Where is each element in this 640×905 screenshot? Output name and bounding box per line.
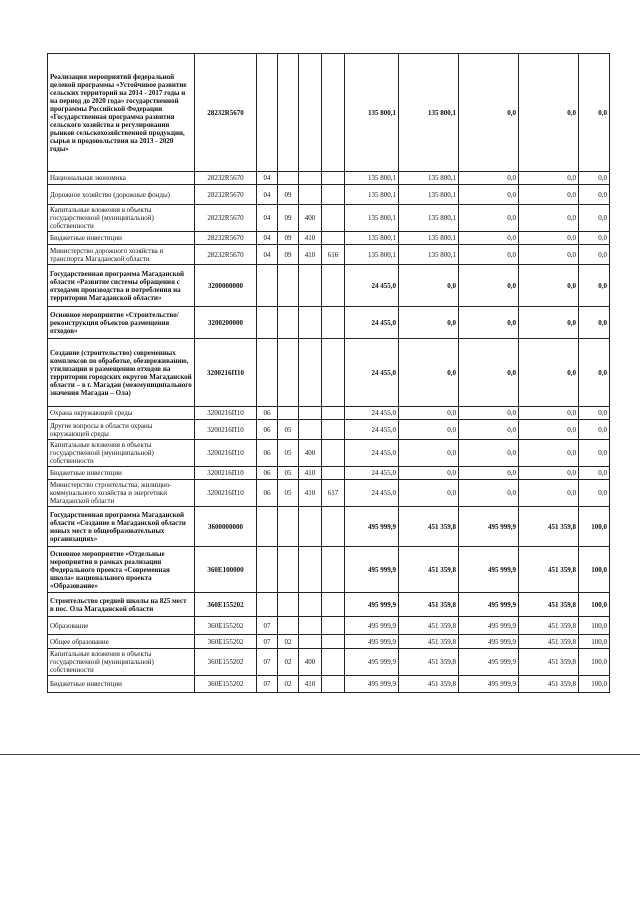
target-article-code: 3200216П10 — [195, 407, 257, 420]
amount-executed-federal: 0,0 — [519, 265, 579, 307]
table-row — [48, 547, 610, 593]
row-name: Реализация мероприятий федеральной целевой программы «Устойчивое развитие сельских территорий на 2014 - 2017 годы и на период до 2020 года» государственной программы Российской Федерации «Государственная программа развития сельского хозяйства и регулирования рынков сельскохозяйственной продукции, сырья и продовольствия на 2013 - 2020 годы» — [48, 54, 195, 172]
amount-planned: 135 800,1 — [345, 172, 399, 185]
amount-planned: 135 800,1 — [345, 245, 399, 265]
target-article-code: 360E155202 — [195, 617, 257, 635]
target-article-code: 3200000000 — [195, 265, 257, 307]
amount-executed-federal: 0,0 — [519, 245, 579, 265]
table-row — [48, 185, 610, 205]
section-code — [257, 507, 278, 547]
administrator-code — [322, 507, 345, 547]
subsection-code: 02 — [278, 676, 299, 693]
amount-executed: 0,0 — [459, 54, 519, 172]
table-row — [48, 205, 610, 232]
expense-type-code: 410 — [299, 245, 322, 265]
amount-federal: 135 800,1 — [399, 232, 459, 245]
amount-executed-federal: 0,0 — [519, 205, 579, 232]
percent-executed: 0,0 — [579, 407, 610, 420]
expense-type-code — [299, 507, 322, 547]
expense-type-code — [299, 420, 322, 440]
amount-executed: 495 999,9 — [459, 635, 519, 649]
row-name: Национальная экономика — [48, 172, 195, 185]
section-code — [257, 547, 278, 593]
target-article-code: 28232R5670 — [195, 232, 257, 245]
percent-executed: 0,0 — [579, 480, 610, 507]
percent-executed: 100,0 — [579, 547, 610, 593]
subsection-code — [278, 307, 299, 339]
amount-executed-federal: 0,0 — [519, 232, 579, 245]
amount-planned: 135 800,1 — [345, 185, 399, 205]
section-code — [257, 54, 278, 172]
administrator-code — [322, 676, 345, 693]
expense-type-code — [299, 172, 322, 185]
administrator-code — [322, 265, 345, 307]
amount-executed: 495 999,9 — [459, 617, 519, 635]
table-row — [48, 649, 610, 676]
percent-executed: 100,0 — [579, 649, 610, 676]
target-article-code: 360E100000 — [195, 547, 257, 593]
section-code: 07 — [257, 676, 278, 693]
section-code — [257, 307, 278, 339]
amount-federal: 451 359,8 — [399, 547, 459, 593]
percent-executed: 0,0 — [579, 205, 610, 232]
percent-executed: 100,0 — [579, 507, 610, 547]
section-code: 07 — [257, 649, 278, 676]
administrator-code — [322, 172, 345, 185]
administrator-code — [322, 339, 345, 407]
row-name: Строительство средней школы на 825 мест в пос. Ола Магаданской области — [48, 593, 195, 617]
section-code: 06 — [257, 420, 278, 440]
amount-executed-federal: 0,0 — [519, 339, 579, 407]
expense-type-code — [299, 635, 322, 649]
table-row — [48, 617, 610, 635]
amount-planned: 24 455,0 — [345, 339, 399, 407]
section-code: 06 — [257, 480, 278, 507]
subsection-code — [278, 507, 299, 547]
percent-executed: 100,0 — [579, 593, 610, 617]
subsection-code — [278, 407, 299, 420]
row-name: Основное мероприятие «Отдельные мероприятия в рамках реализации Федерального проекта «Современная школа» национального проекта «Образование» — [48, 547, 195, 593]
administrator-code — [322, 440, 345, 467]
row-name: Капитальные вложения в объекты государственной (муниципальной) собственности — [48, 205, 195, 232]
target-article-code: 360E155202 — [195, 593, 257, 617]
administrator-code — [322, 547, 345, 593]
target-article-code: 3600000000 — [195, 507, 257, 547]
percent-executed: 0,0 — [579, 339, 610, 407]
target-article-code: 360E155202 — [195, 676, 257, 693]
subsection-code: 09 — [278, 245, 299, 265]
administrator-code — [322, 205, 345, 232]
target-article-code: 28232R5670 — [195, 54, 257, 172]
target-article-code: 28232R5670 — [195, 245, 257, 265]
expense-type-code — [299, 185, 322, 205]
subsection-code — [278, 54, 299, 172]
amount-executed-federal: 451 359,8 — [519, 547, 579, 593]
percent-executed: 100,0 — [579, 617, 610, 635]
expense-type-code: 410 — [299, 480, 322, 507]
amount-planned: 135 800,1 — [345, 205, 399, 232]
percent-executed: 0,0 — [579, 54, 610, 172]
percent-executed: 0,0 — [579, 265, 610, 307]
expense-type-code — [299, 339, 322, 407]
subsection-code — [278, 339, 299, 407]
percent-executed: 0,0 — [579, 245, 610, 265]
amount-planned: 495 999,9 — [345, 547, 399, 593]
amount-executed: 0,0 — [459, 185, 519, 205]
amount-executed: 0,0 — [459, 420, 519, 440]
page-divider-line — [0, 754, 640, 755]
row-name: Другие вопросы в области охраны окружающей среды — [48, 420, 195, 440]
amount-executed: 0,0 — [459, 245, 519, 265]
amount-federal: 0,0 — [399, 467, 459, 480]
amount-federal: 135 800,1 — [399, 172, 459, 185]
subsection-code — [278, 265, 299, 307]
amount-planned: 495 999,9 — [345, 635, 399, 649]
table-row — [48, 480, 610, 507]
table-row — [48, 593, 610, 617]
amount-executed-federal: 451 359,8 — [519, 649, 579, 676]
amount-executed-federal: 0,0 — [519, 54, 579, 172]
target-article-code: 3200216П10 — [195, 440, 257, 467]
table-row — [48, 172, 610, 185]
administrator-code: 616 — [322, 245, 345, 265]
amount-executed-federal: 451 359,8 — [519, 676, 579, 693]
expense-type-code — [299, 265, 322, 307]
table-row — [48, 265, 610, 307]
section-code: 06 — [257, 407, 278, 420]
row-name: Охрана окружающей среды — [48, 407, 195, 420]
section-code: 04 — [257, 245, 278, 265]
amount-planned: 495 999,9 — [345, 649, 399, 676]
amount-federal: 0,0 — [399, 339, 459, 407]
amount-federal: 0,0 — [399, 265, 459, 307]
amount-federal: 0,0 — [399, 480, 459, 507]
percent-executed: 0,0 — [579, 467, 610, 480]
amount-planned: 135 800,1 — [345, 232, 399, 245]
section-code — [257, 339, 278, 407]
row-name: Бюджетные инвестиции — [48, 676, 195, 693]
subsection-code: 05 — [278, 467, 299, 480]
administrator-code — [322, 307, 345, 339]
target-article-code: 28232R5670 — [195, 205, 257, 232]
subsection-code: 05 — [278, 440, 299, 467]
table-row — [48, 307, 610, 339]
amount-planned: 24 455,0 — [345, 467, 399, 480]
table-row — [48, 420, 610, 440]
table-row — [48, 54, 610, 172]
row-name: Образование — [48, 617, 195, 635]
amount-executed: 495 999,9 — [459, 676, 519, 693]
target-article-code: 3200200000 — [195, 307, 257, 339]
subsection-code: 09 — [278, 205, 299, 232]
amount-executed-federal: 0,0 — [519, 407, 579, 420]
target-article-code: 3200216П10 — [195, 420, 257, 440]
expense-type-code: 400 — [299, 440, 322, 467]
percent-executed: 0,0 — [579, 232, 610, 245]
subsection-code — [278, 547, 299, 593]
amount-executed-federal: 0,0 — [519, 480, 579, 507]
amount-executed: 0,0 — [459, 467, 519, 480]
amount-federal: 451 359,8 — [399, 635, 459, 649]
administrator-code — [322, 467, 345, 480]
amount-executed-federal: 0,0 — [519, 307, 579, 339]
subsection-code — [278, 617, 299, 635]
amount-planned: 495 999,9 — [345, 507, 399, 547]
expense-type-code: 410 — [299, 232, 322, 245]
amount-executed-federal: 0,0 — [519, 420, 579, 440]
expense-type-code — [299, 307, 322, 339]
amount-executed: 495 999,9 — [459, 593, 519, 617]
administrator-code: 617 — [322, 480, 345, 507]
amount-federal: 451 359,8 — [399, 676, 459, 693]
percent-executed: 0,0 — [579, 307, 610, 339]
amount-executed: 0,0 — [459, 205, 519, 232]
amount-executed: 0,0 — [459, 440, 519, 467]
row-name: Министерство строительства, жилищно-коммунального хозяйства и энергетики Магаданской области — [48, 480, 195, 507]
amount-executed: 0,0 — [459, 172, 519, 185]
amount-executed-federal: 0,0 — [519, 185, 579, 205]
amount-planned: 24 455,0 — [345, 420, 399, 440]
amount-federal: 451 359,8 — [399, 617, 459, 635]
amount-federal: 451 359,8 — [399, 507, 459, 547]
target-article-code: 360E155202 — [195, 649, 257, 676]
expense-type-code: 400 — [299, 649, 322, 676]
administrator-code — [322, 54, 345, 172]
subsection-code: 09 — [278, 232, 299, 245]
amount-planned: 495 999,9 — [345, 676, 399, 693]
target-article-code: 28232R5670 — [195, 185, 257, 205]
amount-planned: 24 455,0 — [345, 265, 399, 307]
amount-executed-federal: 451 359,8 — [519, 635, 579, 649]
row-name: Основное мероприятие «Строительство/реконструкция объектов размещения отходов» — [48, 307, 195, 339]
section-code: 07 — [257, 635, 278, 649]
row-name: Капитальные вложения в объекты государственной (муниципальной) собственности — [48, 649, 195, 676]
amount-planned: 24 455,0 — [345, 480, 399, 507]
amount-planned: 495 999,9 — [345, 593, 399, 617]
table-row — [48, 676, 610, 693]
administrator-code — [322, 420, 345, 440]
row-name: Капитальные вложения в объекты государственной (муниципальной) собственности — [48, 440, 195, 467]
amount-executed-federal: 0,0 — [519, 172, 579, 185]
percent-executed: 100,0 — [579, 676, 610, 693]
amount-federal: 135 800,1 — [399, 185, 459, 205]
section-code — [257, 265, 278, 307]
row-name: Бюджетные инвестиции — [48, 232, 195, 245]
table-row — [48, 232, 610, 245]
amount-federal: 0,0 — [399, 307, 459, 339]
subsection-code: 02 — [278, 635, 299, 649]
row-name: Бюджетные инвестиции — [48, 467, 195, 480]
percent-executed: 0,0 — [579, 440, 610, 467]
expense-type-code — [299, 593, 322, 617]
percent-executed: 0,0 — [579, 172, 610, 185]
section-code: 06 — [257, 467, 278, 480]
administrator-code — [322, 649, 345, 676]
amount-executed: 495 999,9 — [459, 649, 519, 676]
amount-federal: 135 800,1 — [399, 245, 459, 265]
target-article-code: 3200216П10 — [195, 467, 257, 480]
percent-executed: 100,0 — [579, 635, 610, 649]
amount-executed: 495 999,9 — [459, 507, 519, 547]
amount-federal: 451 359,8 — [399, 593, 459, 617]
subsection-code: 02 — [278, 649, 299, 676]
amount-federal: 0,0 — [399, 420, 459, 440]
administrator-code — [322, 185, 345, 205]
section-code: 04 — [257, 232, 278, 245]
expense-type-code — [299, 547, 322, 593]
administrator-code — [322, 635, 345, 649]
budget-table — [47, 53, 610, 693]
amount-executed-federal: 451 359,8 — [519, 593, 579, 617]
administrator-code — [322, 593, 345, 617]
expense-type-code — [299, 407, 322, 420]
subsection-code: 05 — [278, 420, 299, 440]
amount-executed-federal: 451 359,8 — [519, 617, 579, 635]
subsection-code — [278, 593, 299, 617]
subsection-code — [278, 172, 299, 185]
amount-executed-federal: 0,0 — [519, 467, 579, 480]
target-article-code: 3200216П10 — [195, 339, 257, 407]
administrator-code — [322, 407, 345, 420]
percent-executed: 0,0 — [579, 420, 610, 440]
amount-planned: 24 455,0 — [345, 407, 399, 420]
administrator-code — [322, 232, 345, 245]
amount-executed: 0,0 — [459, 339, 519, 407]
section-code — [257, 593, 278, 617]
target-article-code: 3200216П10 — [195, 480, 257, 507]
amount-executed: 495 999,9 — [459, 547, 519, 593]
section-code: 04 — [257, 205, 278, 232]
row-name: Общее образование — [48, 635, 195, 649]
section-code: 06 — [257, 440, 278, 467]
amount-federal: 0,0 — [399, 440, 459, 467]
target-article-code: 360E155202 — [195, 635, 257, 649]
amount-federal: 135 800,1 — [399, 205, 459, 232]
amount-executed: 0,0 — [459, 265, 519, 307]
table-row — [48, 507, 610, 547]
amount-federal: 135 800,1 — [399, 54, 459, 172]
row-name: Министерство дорожного хозяйства и транспорта Магаданской области — [48, 245, 195, 265]
table-row — [48, 245, 610, 265]
amount-executed-federal: 451 359,8 — [519, 507, 579, 547]
row-name: Создание (строительство) современных комплексов по обработке, обезвреживанию, утилизации и размещению отходов на территории городских округов Магаданской области – в г. Магадан (межмуниципального значения Магадан – Ола) — [48, 339, 195, 407]
section-code: 07 — [257, 617, 278, 635]
expense-type-code: 410 — [299, 676, 322, 693]
amount-federal: 451 359,8 — [399, 649, 459, 676]
amount-executed: 0,0 — [459, 480, 519, 507]
target-article-code: 28232R5670 — [195, 172, 257, 185]
table-row — [48, 635, 610, 649]
administrator-code — [322, 617, 345, 635]
amount-planned: 24 455,0 — [345, 307, 399, 339]
table-row — [48, 407, 610, 420]
subsection-code: 05 — [278, 480, 299, 507]
amount-planned: 135 800,1 — [345, 54, 399, 172]
table-row — [48, 339, 610, 407]
row-name: Государственная программа Магаданской области «Развитие системы обращения с отходами производства и потребления на территории Магаданской области» — [48, 265, 195, 307]
amount-planned: 495 999,9 — [345, 617, 399, 635]
row-name: Государственная программа Магаданской области «Создание в Магаданской области новых мест в общеобразовательных организациях» — [48, 507, 195, 547]
amount-executed: 0,0 — [459, 407, 519, 420]
amount-executed-federal: 0,0 — [519, 440, 579, 467]
subsection-code: 09 — [278, 185, 299, 205]
amount-executed: 0,0 — [459, 307, 519, 339]
expense-type-code: 410 — [299, 467, 322, 480]
amount-planned: 24 455,0 — [345, 440, 399, 467]
percent-executed: 0,0 — [579, 185, 610, 205]
expense-type-code — [299, 617, 322, 635]
expense-type-code — [299, 54, 322, 172]
amount-federal: 0,0 — [399, 407, 459, 420]
row-name: Дорожное хозяйство (дорожные фонды) — [48, 185, 195, 205]
table-row — [48, 440, 610, 467]
amount-executed: 0,0 — [459, 232, 519, 245]
section-code: 04 — [257, 172, 278, 185]
table-row — [48, 467, 610, 480]
section-code: 04 — [257, 185, 278, 205]
expense-type-code: 400 — [299, 205, 322, 232]
